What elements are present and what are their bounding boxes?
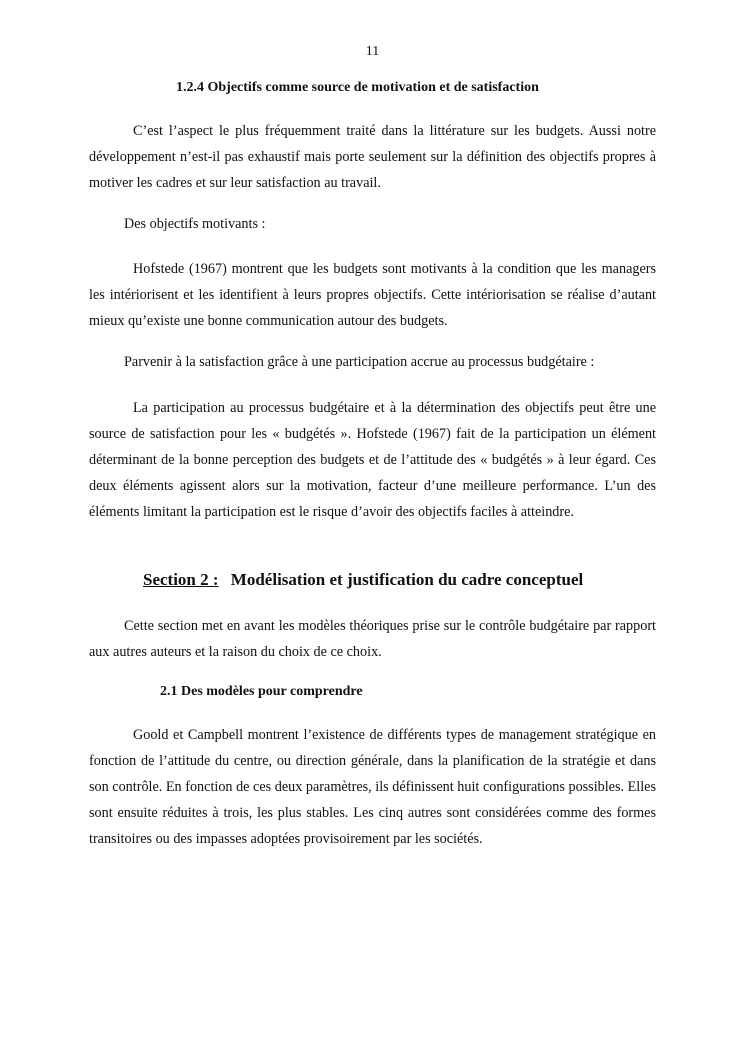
lead-objectifs-motivants: Des objectifs motivants : (124, 216, 266, 232)
page-number: 11 (365, 44, 380, 59)
section-2-heading (143, 570, 583, 590)
paragraph-section-2-intro: Cette section met en avant les modèles théoriques prise sur le contrôle budgétaire par rapport aux autres auteurs et la raison du choix de ce choix. (89, 618, 656, 660)
section-2-title: Modélisation et justification du cadre conceptuel (230, 570, 584, 589)
paragraph-objectifs-intro: C’est l’aspect le plus fréquemment traité dans la littérature sur les budgets. Aussi notre développement n’est-il pas exhaustif mais porte seulement sur la définition des objectifs propres à motiver les cadres et sur leur satisfaction au travail. (89, 123, 656, 191)
subsection-heading-1-2-4: 1.2.4 Objectifs comme source de motivation et de satisfaction (176, 80, 539, 95)
subsection-heading-2-1: 2.1 Des modèles pour comprendre (160, 684, 363, 699)
paragraph-participation: La participation au processus budgétaire et à la détermination des objectifs peut être une source de satisfaction pour les « budgétés ». Hofstede (1967) fait de la participation un élément déterminant de la bonne perception des budgets et de l’attitude des « budgétés » à leur égard. Ces deux éléments agissent alors sur la motivation, facteur d’une meilleure performance. L’un des éléments limitant la participation est le risque d’avoir des objectifs faciles à atteindre. (89, 400, 656, 520)
paragraph-hofstede-motivation: Hofstede (1967) montrent que les budgets sont motivants à la condition que les managers les intériorisent et les identifient à leurs propres objectifs. Cette intériorisation se réalise d’autant mieux qu’existe une bonne communication autour des budgets. (89, 261, 656, 329)
section-2-label: Section 2 : (143, 570, 219, 589)
lead-satisfaction-participation: Parvenir à la satisfaction grâce à une participation accrue au processus budgétaire : (124, 354, 595, 370)
paragraph-goold-campbell: Goold et Campbell montrent l’existence de différents types de management stratégique en fonction de l’attitude du centre, ou direction générale, dans la planification de la stratégie et dans son contrôle. En fonction de ces deux paramètres, ils définissent huit configurations possibles. Elles sont ensuite réduites à trois, les plus stables. Les cinq autres sont considérées comme des formes transitoires ou des impasses adoptées provisoirement par les sociétés. (89, 727, 656, 847)
